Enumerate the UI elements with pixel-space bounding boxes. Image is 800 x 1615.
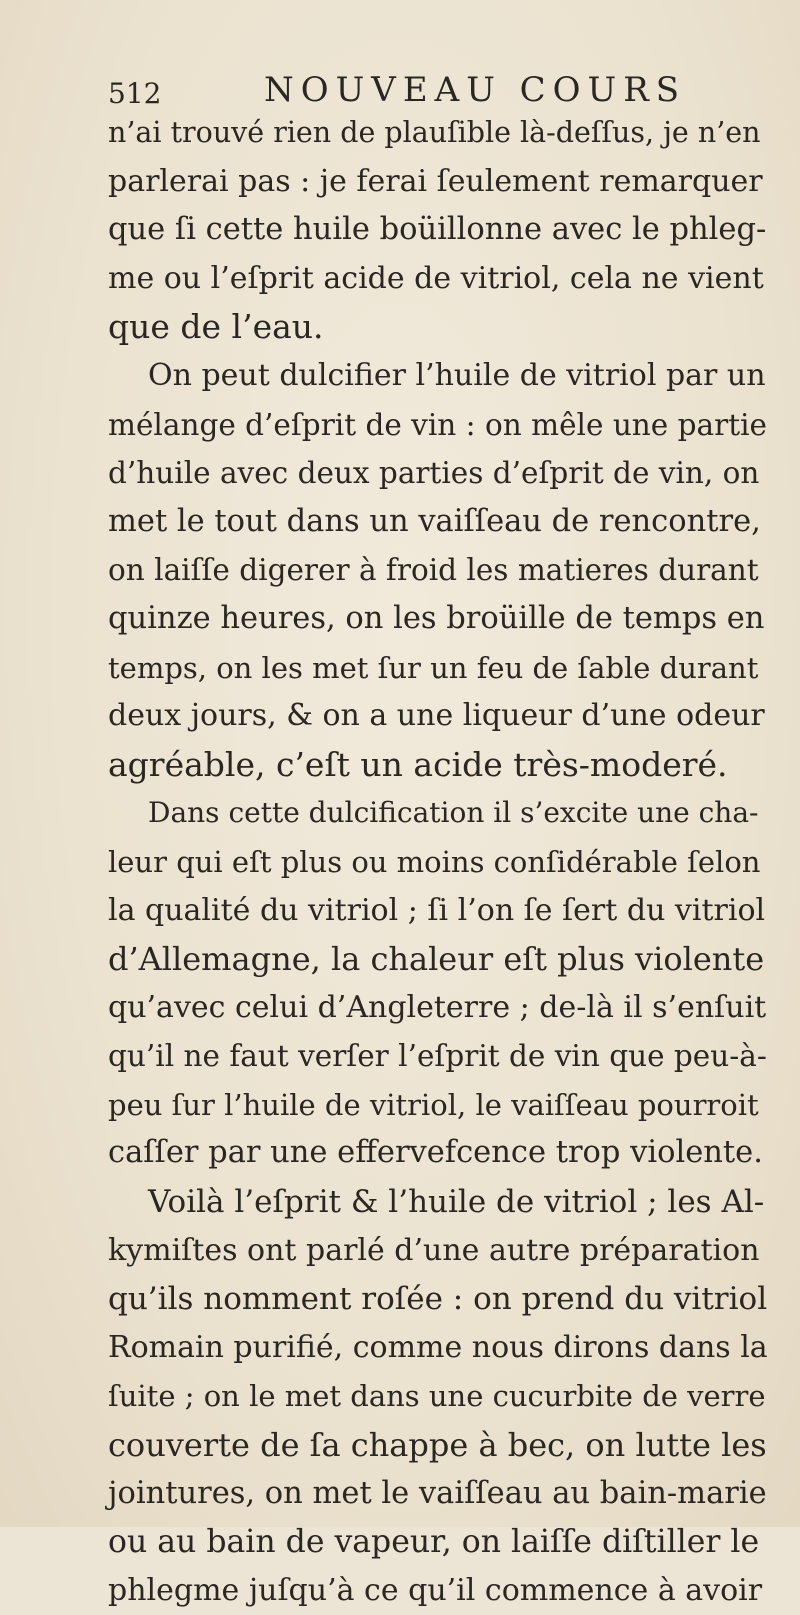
- text-line: qu’il ne faut verſer l’eſprit de vin que peu-à-: [108, 1039, 767, 1074]
- text-line: kymiſtes ont parlé d’une autre préparation: [108, 1232, 760, 1268]
- text-line: ſuite ; on le met dans une cucurbite de verre: [108, 1379, 766, 1414]
- text-line: phlegme juſqu’à ce qu’il commence à avoir: [108, 1572, 763, 1608]
- text-line: d’Allemagne, la chaleur eſt plus violente: [108, 940, 765, 979]
- text-line: peu ſur l’huile de vitriol, le vaiſſeau pourroit: [108, 1087, 759, 1122]
- text-line: temps, on les met ſur un feu de ſable durant: [108, 650, 759, 685]
- text-line: n’ai trouvé rien de plauſible là-deſſus, je n’en: [108, 116, 761, 149]
- text-line: quinze heures, on les broüille de temps en: [108, 600, 765, 636]
- text-line: la qualité du vitriol ; ſi l’on ſe ſert du vitriol: [108, 892, 766, 928]
- paragraph-start-line: Voilà l’eſprit & l’huile de vitriol ; les Al-: [148, 1184, 765, 1221]
- body-text: [108, 109, 768, 1615]
- paragraph-start-line: On peut dulcifier l’huile de vitriol par un: [148, 357, 766, 393]
- text-line: agréable, c’eſt un acide très-moderé.: [108, 744, 728, 784]
- text-line: que de l’eau.: [108, 307, 324, 347]
- text-line: Romain purifié, comme nous dirons dans la: [108, 1329, 768, 1365]
- text-line: qu’ils nomment roſée : on prend du vitriol: [108, 1281, 768, 1318]
- text-line: deux jours, & on a une liqueur d’une odeur: [108, 698, 765, 734]
- text-line: met le tout dans un vaiſſeau de rencontre,: [108, 503, 761, 539]
- text-line: mélange d’eſprit de vin : on mêle une partie: [108, 407, 767, 442]
- text-line: ou au bain de vapeur, on laiſſe diſtiller le: [108, 1524, 760, 1561]
- text-line: leur qui eſt plus ou moins conſidérable ſelon: [108, 844, 761, 879]
- paragraph-start-line: Dans cette dulcification il s’excite une cha-: [148, 796, 759, 830]
- page-number: 512: [108, 77, 162, 110]
- text-line: d’huile avec deux parties d’eſprit de vin, on: [108, 456, 760, 491]
- text-line: qu’avec celui d’Angleterre ; de-là il s’enſuit: [108, 989, 767, 1025]
- text-line: que ſi cette huile boüillonne avec le phleg-: [108, 212, 767, 248]
- running-title: NOUVEAU COURS: [264, 70, 687, 110]
- text-line: parlerai pas : je ferai ſeulement remarquer: [108, 163, 763, 199]
- text-line: me ou l’eſprit acide de vitriol, cela ne vient: [108, 260, 764, 296]
- text-line: couverte de ſa chappe à bec, on lutte les: [108, 1426, 767, 1465]
- text-line: jointures, on met le vaiſſeau au bain-marie: [108, 1475, 767, 1511]
- text-line: on laiſſe digerer à froid les matieres durant: [108, 553, 759, 588]
- text-line: caſſer par une effervefcence trop violente.: [108, 1135, 763, 1171]
